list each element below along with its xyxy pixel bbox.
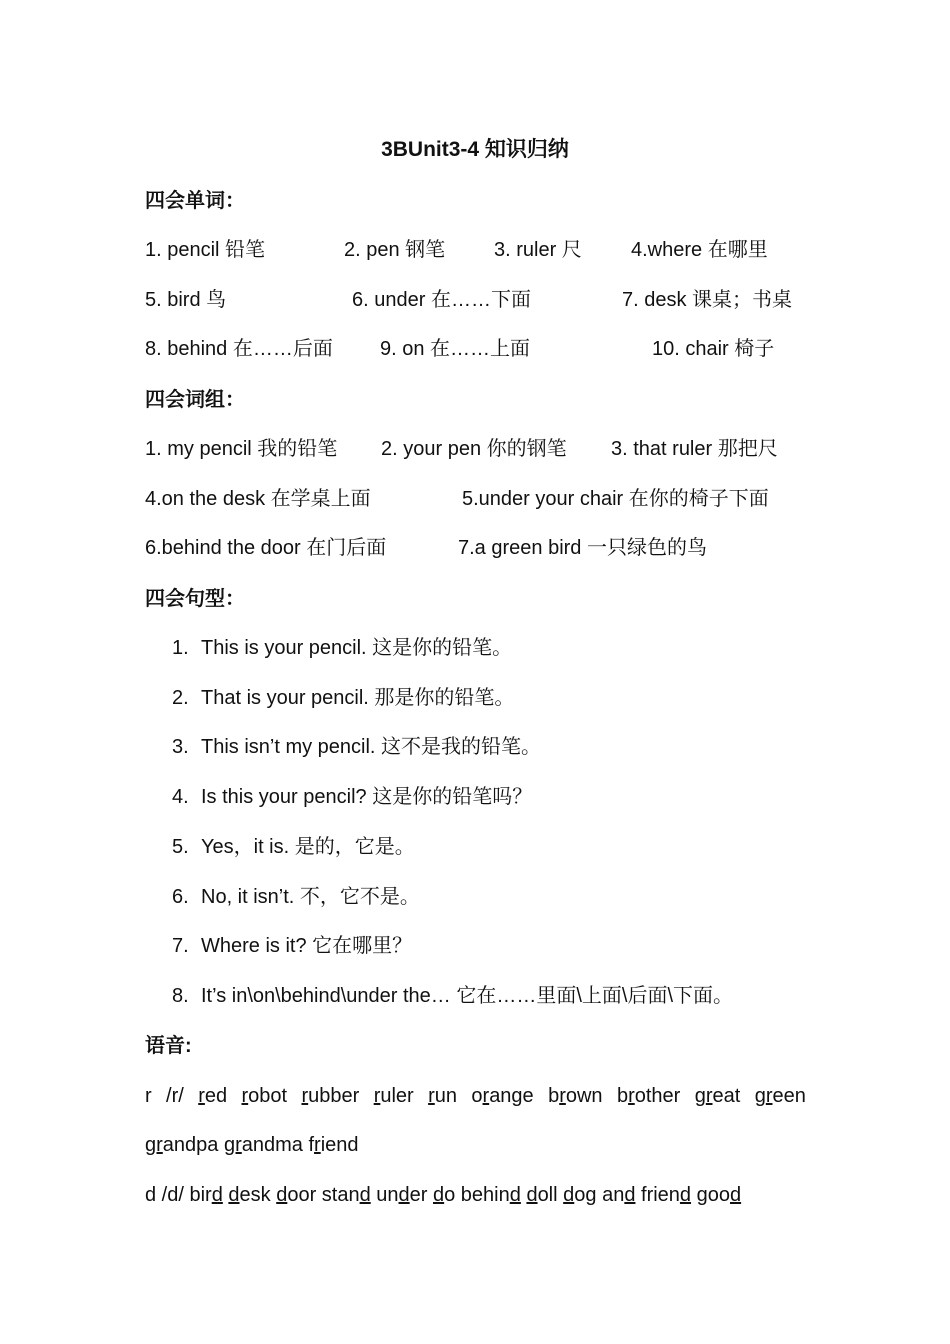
phonics-underlined-letters: r xyxy=(198,1085,205,1107)
sentence-number: 3. xyxy=(172,736,189,758)
phrase-item: 7.a green bird 一只绿色的鸟 xyxy=(458,537,707,559)
phonics-underlined-letters: d xyxy=(398,1184,410,1206)
phonics-segment: b xyxy=(616,1085,629,1107)
sentences-heading: 四会句型： xyxy=(145,588,245,610)
phonics-segment: g xyxy=(694,1085,706,1107)
phrase-item: 6.behind the door 在门后面 xyxy=(145,537,387,559)
phonics-d-line xyxy=(145,1180,741,1210)
phonics-word xyxy=(145,1134,359,1156)
vocab-item: 1. pencil 铅笔 xyxy=(145,239,266,261)
phonics-word xyxy=(145,1184,741,1206)
phrase-item: 4.on the desk 在学桌上面 xyxy=(145,488,371,510)
phonics-segment: oll xyxy=(537,1184,564,1206)
phonics-segment: un xyxy=(434,1085,458,1107)
phonics-word xyxy=(617,1081,680,1111)
sentence-text: It’s in\on\behind\under the… 它在……里面\上面\后面\下面。 xyxy=(201,985,734,1007)
sentence-text: No, it isn’t. 不，它不是。 xyxy=(201,886,420,908)
phonics-underlined-letters: r xyxy=(428,1085,435,1107)
vocab-item: 7. desk 课桌；书桌 xyxy=(622,289,793,311)
phonics-underlined-letters: r xyxy=(482,1085,490,1107)
phonics-segment: er xyxy=(409,1184,433,1206)
phrase-item: 3. that ruler 那把尺 xyxy=(611,438,778,460)
phonics-segment: iend xyxy=(320,1134,359,1156)
sentence-text: That is your pencil. 那是你的铅笔。 xyxy=(201,687,515,709)
sentence-number: 1. xyxy=(172,637,189,659)
sentence-item xyxy=(172,683,514,713)
phonics-word xyxy=(548,1081,603,1111)
phonics-segment: /r/ xyxy=(166,1085,184,1107)
phonics-word xyxy=(166,1081,184,1111)
phonics-underlined-letters: r xyxy=(314,1134,321,1156)
phrases-heading: 四会词组： xyxy=(145,389,245,411)
phonics-underlined-letters: d xyxy=(228,1184,240,1206)
phonics-r-line-2 xyxy=(145,1130,359,1160)
phonics-word xyxy=(471,1081,533,1111)
phonics-underlined-letters: d xyxy=(526,1184,538,1206)
sentence-number: 2. xyxy=(172,687,189,709)
phonics-segment: uler xyxy=(380,1085,414,1107)
phonics-segment: oor stan xyxy=(287,1184,360,1206)
vocab-item: 5. bird 鸟 xyxy=(145,289,227,311)
phonics-segment: ed xyxy=(204,1085,228,1107)
phonics-word xyxy=(755,1081,806,1111)
phonics-segment: other xyxy=(634,1085,681,1107)
document-title: 3BUnit3-4 知识归纳 xyxy=(381,138,569,161)
phonics-segment: ubber xyxy=(308,1085,360,1107)
sentence-item xyxy=(172,782,532,812)
vocab-item: 3. ruler 尺 xyxy=(494,239,582,261)
phonics-underlined-letters: r xyxy=(241,1085,249,1107)
phonics-word xyxy=(242,1081,288,1111)
phonics-heading: 语音: xyxy=(145,1035,192,1057)
phonics-underlined-letters: d xyxy=(624,1184,636,1206)
sentence-number: 6. xyxy=(172,886,189,908)
phrase-item: 2. your pen 你的钢笔 xyxy=(381,438,567,460)
phonics-word xyxy=(198,1081,227,1111)
sentence-item xyxy=(172,832,415,862)
vocab-item: 6. under 在……下面 xyxy=(352,289,531,311)
phonics-underlined-letters: r xyxy=(373,1085,381,1107)
phonics-segment: un xyxy=(370,1184,399,1206)
phonics-underlined-letters: r xyxy=(559,1085,566,1107)
phonics-segment: g xyxy=(754,1085,766,1107)
phonics-segment: goo xyxy=(691,1184,730,1206)
sentence-text: Is this your pencil? 这是你的铅笔吗？ xyxy=(201,786,533,808)
phonics-underlined-letters: gr xyxy=(223,1134,242,1156)
phonics-segment: esk xyxy=(239,1184,277,1206)
phonics-word xyxy=(428,1081,457,1111)
phonics-segment: andma f xyxy=(241,1134,315,1156)
phonics-segment: r xyxy=(145,1085,152,1107)
phonics-word xyxy=(301,1081,359,1111)
phonics-underlined-letters: r xyxy=(705,1085,713,1107)
vocab-heading: 四会单词： xyxy=(145,190,245,212)
phonics-underlined-letters: d xyxy=(563,1184,575,1206)
phonics-underlined-letters: d xyxy=(433,1184,445,1206)
sentence-text: Where is it? 它在哪里？ xyxy=(201,935,413,957)
phonics-segment: d /d/ bir xyxy=(145,1184,212,1206)
phonics-segment: een xyxy=(772,1085,806,1107)
sentence-text: This is your pencil. 这是你的铅笔。 xyxy=(201,637,513,659)
phonics-word xyxy=(374,1081,414,1111)
phonics-segment: o behin xyxy=(444,1184,510,1206)
sentence-item xyxy=(172,931,412,961)
phonics-segment: og an xyxy=(574,1184,625,1206)
phonics-segment: b xyxy=(548,1085,560,1107)
phonics-underlined-letters: gr xyxy=(145,1134,163,1156)
sentence-item xyxy=(172,882,420,912)
sentence-item xyxy=(172,981,733,1011)
phonics-segment: frien xyxy=(635,1184,680,1206)
vocab-item: 8. behind 在……后面 xyxy=(145,338,333,360)
vocab-item: 9. on 在……上面 xyxy=(380,338,531,360)
phrase-item: 1. my pencil 我的铅笔 xyxy=(145,438,338,460)
phonics-r-line-1 xyxy=(145,1081,806,1111)
phonics-underlined-letters: r xyxy=(765,1085,773,1107)
phonics-underlined-letters: d xyxy=(276,1184,288,1206)
sentence-number: 5. xyxy=(172,836,189,858)
vocab-item: 10. chair 椅子 xyxy=(652,338,775,360)
phonics-segment: eat xyxy=(712,1085,741,1107)
phonics-word xyxy=(145,1081,152,1111)
vocab-item: 2. pen 钢笔 xyxy=(344,239,446,261)
sentence-text: This isn’t my pencil. 这不是我的铅笔。 xyxy=(201,736,542,758)
sentence-number: 7. xyxy=(172,935,189,957)
phonics-word xyxy=(695,1081,741,1111)
phonics-underlined-letters: d xyxy=(359,1184,371,1206)
phrase-item: 5.under your chair 在你的椅子下面 xyxy=(462,488,769,510)
sentence-item xyxy=(172,633,512,663)
phonics-underlined-letters: d xyxy=(509,1184,521,1206)
sentence-item xyxy=(172,732,541,762)
phonics-segment: o xyxy=(471,1085,483,1107)
phonics-underlined-letters: d xyxy=(679,1184,692,1206)
sentence-number: 4. xyxy=(172,786,189,808)
sentence-text: Yes，it is. 是的，它是。 xyxy=(201,836,415,858)
phonics-segment: own xyxy=(565,1085,603,1107)
sentence-number: 8. xyxy=(172,985,189,1007)
phonics-segment: obot xyxy=(248,1085,288,1107)
vocab-item: 4.where 在哪里 xyxy=(631,239,768,261)
phonics-underlined-letters: d xyxy=(729,1184,742,1206)
phonics-underlined-letters: r xyxy=(628,1085,635,1107)
phonics-segment: andpa xyxy=(162,1134,224,1156)
phonics-underlined-letters: d xyxy=(211,1184,223,1206)
phonics-segment: ange xyxy=(489,1085,534,1107)
phonics-underlined-letters: r xyxy=(301,1085,309,1107)
